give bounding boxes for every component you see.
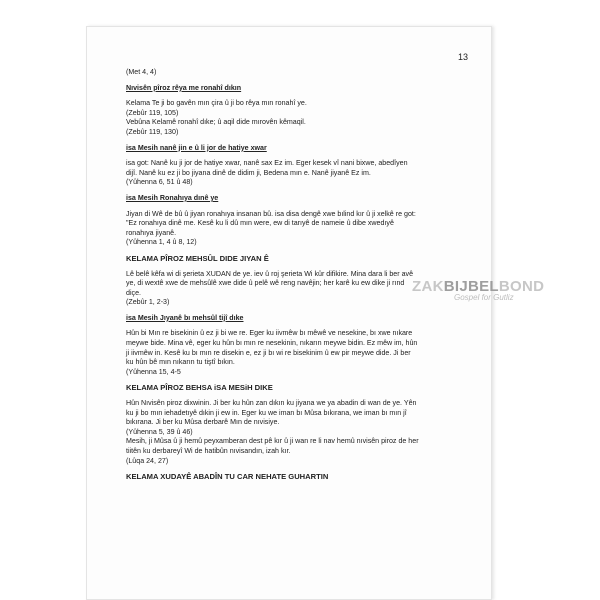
section-heading: isa Mesih Jıyanê bı mehsûl tijî dıke bbox=[126, 313, 244, 322]
verse-line: Hûn bi Mın re bisekinin û ez ji bi we re. Eger ku iivmêw bı mêwê ve nesekine, bı xwe nıkare bbox=[126, 329, 413, 338]
reference: (Yûhenna 6, 51 û 48) bbox=[126, 178, 193, 187]
watermark-text: BOND bbox=[498, 278, 545, 295]
verse-line: Lê belê kêfa wi di şerieta XUDAN de ye. iev û roj şerieta Wi kûr difikire. Mina dara li ber avê bbox=[126, 269, 414, 278]
reference: (Zebûr 1, 2-3) bbox=[126, 298, 170, 307]
verse-line: diçe. bbox=[126, 288, 141, 297]
verse-line: tiitên ku derbareyî Wi de hatibûn nıvisandın, izah kır. bbox=[126, 447, 291, 455]
reference: (Lûqa 24, 27) bbox=[126, 456, 169, 465]
verse-line: ku hûn bê mın nıkarın tu tiştî bıkın. bbox=[126, 358, 235, 367]
verse-line: Mesih, ji Mûsa û ji hemû peyxamberan dest pê kır û ji wan re li nav hemû nıvisên piroz de her bbox=[126, 437, 419, 446]
watermark-logo bbox=[412, 278, 545, 302]
verse-line: ku ji bo mın iehadetıyê dıkin ji ew in. Eger ku we iman bı Mûsa bıkırana, we iman bı mın jî bbox=[126, 408, 407, 417]
reference: (Yûhenna 5, 39 û 46) bbox=[126, 427, 193, 436]
verse-line: ronahıya jiyanê. bbox=[126, 228, 177, 237]
reference: (Zebûr 119, 130) bbox=[126, 127, 179, 136]
page-number: 13 bbox=[458, 52, 469, 62]
verse-line: Hûn Nıvisên piroz dixwinin. Ji ber ku hûn zan dıkın ku jiyana we ya abadin di wan de ye. Yên bbox=[126, 399, 417, 408]
chapter-heading: KELAMA PÎROZ MEHSÛL DIDE JIYAN Ê bbox=[126, 253, 269, 263]
verse-line: "Ez ronahıya dinê me. Kesê ku li dû mın were, ew di tarıyê de nameie û dibe xwedıyê bbox=[126, 219, 394, 228]
chapter-heading: KELAMA PÎROZ BEHSA iSA MESiH DIKE bbox=[126, 383, 273, 393]
verse-line: dijî. Nanê ku ez ji bo jiyana dinê de didim ji, Bedena mın e. Nanê jiyanê Ez im. bbox=[126, 168, 371, 177]
verse-line: Kelama Te ji bo gavên mın çira û ji bo rêya mın ronahî ye. bbox=[126, 99, 307, 108]
reference: (Met 4, 4) bbox=[126, 68, 157, 76]
reference: (Yûhenna 15, 4-5 bbox=[126, 367, 181, 376]
verse-line: Jiyan di Wê de bû û jiyan ronahıya insanan bû. isa disa dengê xwe bılind kır û ji xelkê re got: bbox=[126, 209, 416, 218]
watermark-text: BIJBEL bbox=[443, 278, 499, 295]
reference: (Zebûr 119, 105) bbox=[126, 108, 179, 117]
watermark-tagline: Gospel for Gutliz bbox=[454, 293, 514, 302]
section-heading: Nıvisên pîroz rêya me ronahî dıkın bbox=[126, 83, 242, 92]
watermark-text: ZAK bbox=[412, 278, 444, 295]
reference: (Yûhenna 1, 4 û 8, 12) bbox=[126, 238, 197, 247]
page-content bbox=[126, 68, 468, 482]
verse-line: ye, di wextê xwe de mehsûlê xwe dide û pelê wê reng navêjin; her karê ku ew dike ji rınd bbox=[126, 279, 405, 288]
verse-line: meywe bide. Mina vê, eger ku hûn bı mın re nesekinin, nıkarın meywe bidin. Ez mêw im, hûn bbox=[126, 339, 418, 348]
chapter-heading: KELAMA XUDAYÊ ABADÎN TU CAR NEHATE GUHARTIN bbox=[126, 472, 329, 482]
section-heading: isa Mesih Ronahıya dınê ye bbox=[126, 193, 219, 202]
verse-line: isa got: Nanê ku ji jor de hatiye xwar, nanê sax Ez im. Eger kesek vî nani bixwe, abedîyen bbox=[126, 159, 408, 168]
verse-line: Vebûna Kelamê ronahî dıke; û aqil dide mırovên kêmaqil. bbox=[126, 118, 306, 127]
verse-line: ji iivmêw in. Kesê ku bı mın re disekin e, ez ji bı wi re bisekinim û ew pir meywe dide. Ji ber bbox=[126, 348, 411, 357]
section-heading: isa Mesih nanê jin e û li jor de hatiye xwar bbox=[126, 143, 267, 152]
verse-line: bıkırana. Ji ber ku Mûsa derbarê Mın de nıvisiye. bbox=[126, 418, 280, 427]
